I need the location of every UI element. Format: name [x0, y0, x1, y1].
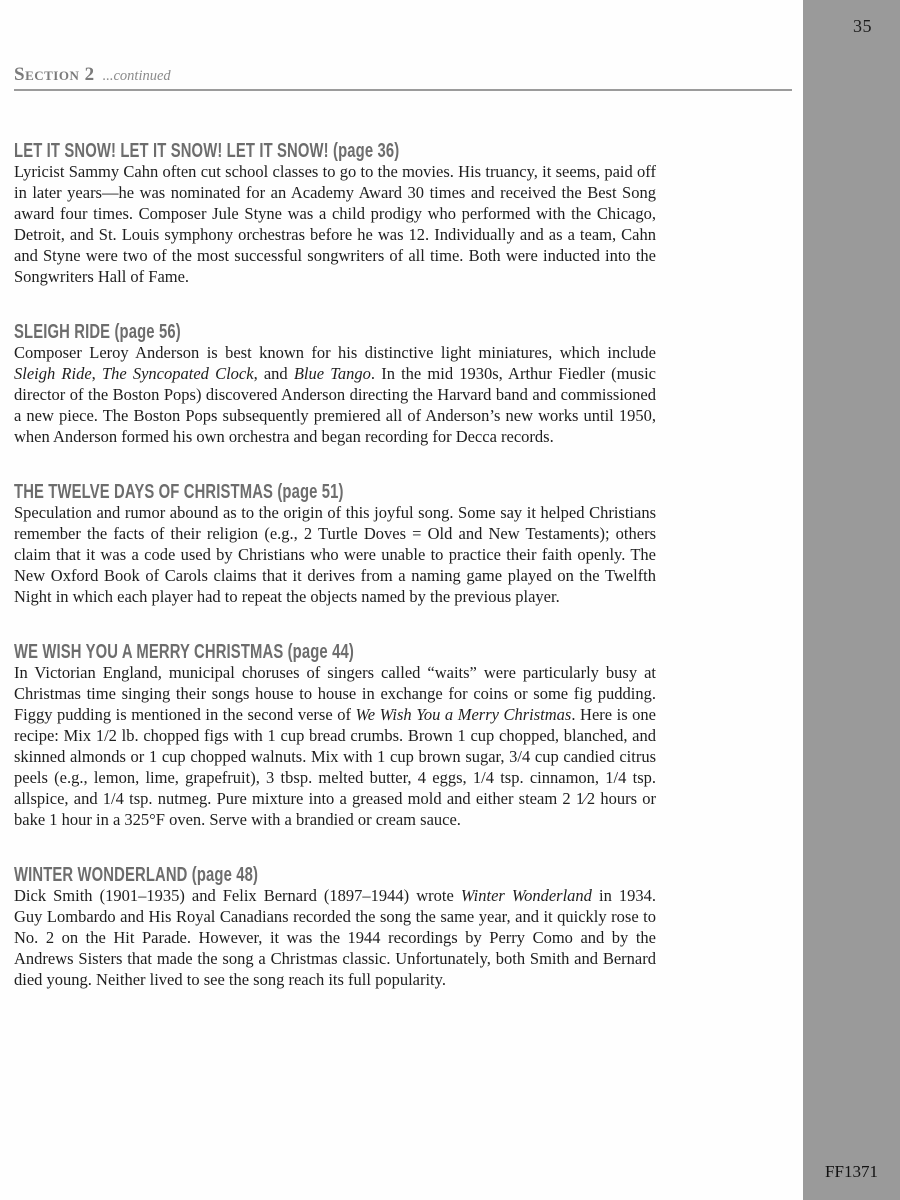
section-continued-label: ...continued [102, 68, 171, 84]
entry-title: WE WISH YOU A MERRY CHRISTMAS [14, 641, 284, 663]
entry-heading [14, 861, 656, 886]
entry-page-ref: (page 36) [333, 140, 400, 162]
sidebar-band [803, 0, 900, 1200]
entry-heading [14, 478, 656, 503]
entry-page-ref: (page 44) [287, 641, 354, 663]
entry-title: SLEIGH RIDE [14, 321, 111, 343]
entry-page-ref: (page 56) [114, 321, 181, 343]
catalog-number: FF1371 [825, 1162, 878, 1181]
entry-twelve-days-of-christmas [14, 478, 656, 607]
section-title: Section 2 [14, 64, 95, 85]
entry-body: Composer Leroy Anderson is best known for his distinctive light miniatures, which include Sleigh Ride, The Syncopated Clock, and Blue Tango. In the mid 1930s, Arthur Fiedler (music director of the Boston Pops) discovered Anderson directing the Harvard band and commissioned a new piece. The Boston Pops subsequently premiered all of Anderson’s new works until 1950, when Anderson formed his own orchestra and began recording for Decca records. [14, 343, 657, 446]
entry-heading [14, 638, 656, 663]
entry-title: THE TWELVE DAYS OF CHRISTMAS [14, 481, 274, 503]
entry-body: In Victorian England, municipal choruses of singers called “waits” were particularly busy at Christmas time singing their songs house to house in exchange for coins or some fig pudding. Figgy pudding is mentioned in the second verse of We Wish You a Merry Christmas. Here is one recipe: Mix 1/2 lb. chopped figs with 1 cup bread crumbs. Brown 1 cup chopped, blanched, and skinned almonds or 1 cup chopped walnuts. Mix with 1 cup brown sugar, 3/4 cup candied citrus peels (e.g., lemon, lime, grapefruit), 3 tbsp. melted butter, 4 eggs, 1/4 tsp. cinnamon, 1/4 tsp. allspice, and 1/4 tsp. nutmeg. Pure mixture into a greased mold and either steam 2 1⁄2 hours or bake 1 hour in a 325°F oven. Serve with a brandied or cream sauce. [14, 663, 656, 829]
entry-page-ref: (page 51) [277, 481, 344, 503]
content-column [14, 64, 792, 990]
entry-we-wish-you-a-merry-christmas [14, 638, 656, 830]
entry-body: Dick Smith (1901–1935) and Felix Bernard (1897–1944) wrote Winter Wonderland in 1934. Guy Lombardo and His Royal Canadians recorded the song the same year, and it quickly rose to No. 2 on the Hit Parade. However, it was the 1944 recordings by Perry Como and by the Andrews Sisters that made the song a Christmas classic. Unfortunately, both Smith and Bernard died young. Neither lived to see the song reach its full popularity. [14, 886, 656, 989]
entry-page-ref: (page 48) [191, 864, 259, 886]
entry-title: LET IT SNOW! LET IT SNOW! LET IT SNOW! [14, 140, 329, 162]
entry-sleigh-ride [14, 318, 656, 447]
song-entries [14, 137, 656, 990]
section-header [14, 64, 792, 91]
entry-winter-wonderland [14, 861, 656, 990]
entry-let-it-snow [14, 137, 656, 287]
entry-body: Lyricist Sammy Cahn often cut school classes to go to the movies. His truancy, it seems, paid off in later years—he was nominated for an Academy Award 30 times and received the Best Song award four times. Composer Jule Styne was a child prodigy who performed with the Chicago, Detroit, and St. Louis symphony orchestras before he was 12. Individually and as a team, Cahn and Styne were two of the most successful songwriters of all time. Both were inducted into the Songwriters Hall of Fame. [14, 162, 656, 286]
entry-title: WINTER WONDERLAND [14, 864, 188, 886]
entry-heading [14, 137, 656, 162]
entry-heading [14, 318, 656, 343]
page-number: 35 [853, 16, 872, 36]
entry-body: Speculation and rumor abound as to the origin of this joyful song. Some say it helped Christians remember the facts of their religion (e.g., 2 Turtle Doves = Old and New Testaments); others claim that it was a code used by Christians who were unable to practice their faith openly. The New Oxford Book of Carols claims that it derives from a naming game played on the Twelfth Night in which each player had to repeat the objects named by the previous player. [14, 503, 656, 606]
